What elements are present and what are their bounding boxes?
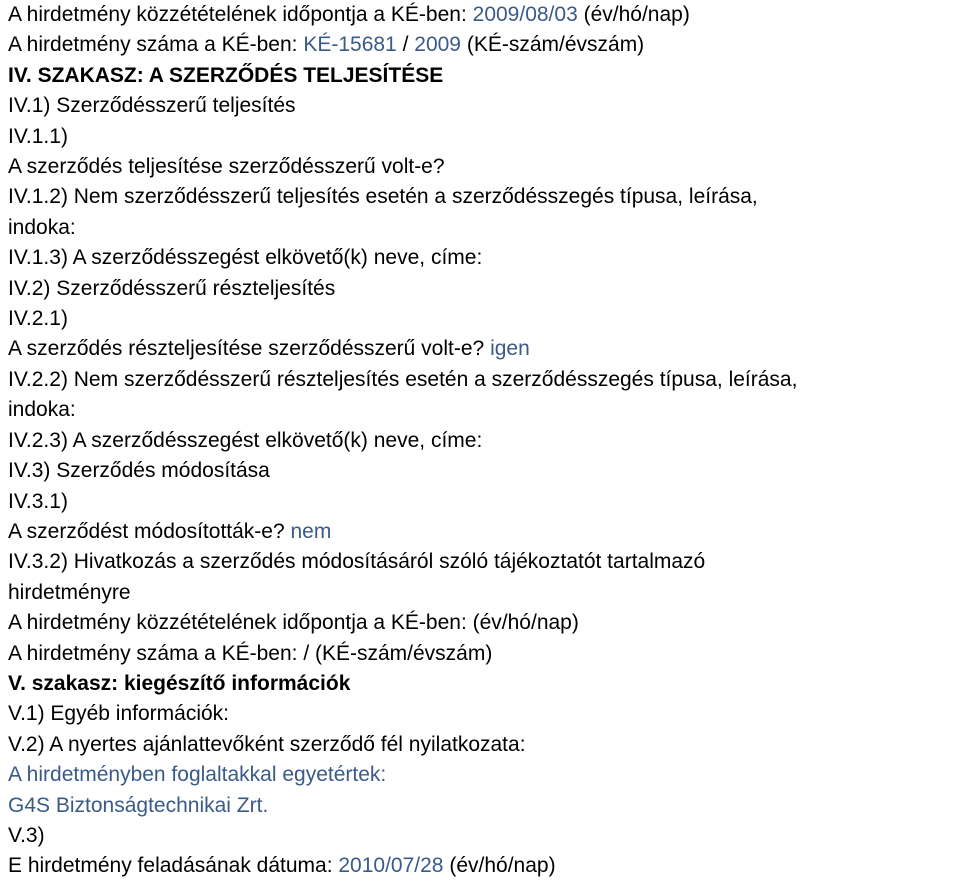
section-4-3-1-answer: nem	[290, 519, 332, 543]
section-4-2-1-answer: igen	[490, 337, 530, 361]
section-4-3-1-heading: IV.3.1)	[8, 489, 68, 513]
notice-number-year: 2009	[414, 33, 461, 57]
notice-number-format: (KÉ-szám/évszám)	[466, 33, 645, 57]
notice-number-separator: /	[402, 33, 409, 57]
section-5-3-heading: V.3)	[8, 823, 45, 847]
section-4-1-2-heading: IV.1.2) Nem szerződésszerű teljesítés esetén a szerződésszegés típusa, leírása,	[8, 185, 758, 209]
notice-number-label: A hirdetmény száma a KÉ-ben:	[8, 33, 298, 57]
publication-date-line	[8, 0, 960, 30]
dispatch-date-format: (év/hó/nap)	[449, 854, 556, 878]
section-4-2-2-heading-cont: indoka:	[8, 398, 76, 422]
notice-number-value: KÉ-15681	[303, 33, 397, 57]
section-4-2-1-question: A szerződés részteljesítése szerződésszerű volt-e?	[8, 337, 485, 361]
section-4-3-2-publication-date: A hirdetmény közzétételének időpontja a KÉ-ben: (év/hó/nap)	[8, 611, 579, 635]
publication-date-format: (év/hó/nap)	[583, 3, 690, 26]
publication-date-value: 2009/08/03	[472, 3, 578, 26]
section-4-3-2-notice-number: A hirdetmény száma a KÉ-ben: / (KÉ-szám/évszám)	[8, 641, 493, 665]
section-5-1-heading: V.1) Egyéb információk:	[8, 702, 230, 726]
section-4-2-3-heading: IV.2.3) A szerződésszegést elkövető(k) neve, címe:	[8, 428, 483, 452]
section-4-title: IV. SZAKASZ: A SZERZŐDÉS TELJESÍTÉSE	[8, 63, 444, 87]
section-5-2-statement: A hirdetményben foglaltakkal egyetértek:	[8, 763, 387, 787]
section-4-3-1-question-line	[8, 517, 960, 547]
section-4-2-2-heading: IV.2.2) Nem szerződésszerű részteljesítés esetén a szerződésszegés típusa, leírása,	[8, 367, 798, 391]
section-4-3-heading: IV.3) Szerződés módosítása	[8, 459, 270, 483]
section-4-2-1-question-line	[8, 334, 960, 364]
dispatch-date-label: E hirdetmény feladásának dátuma:	[8, 854, 333, 878]
section-4-2-heading: IV.2) Szerződésszerű részteljesítés	[8, 276, 336, 300]
dispatch-date-line	[8, 851, 960, 881]
notice-number-line	[8, 30, 960, 60]
dispatch-date-value: 2010/07/28	[338, 854, 444, 878]
section-4-1-heading: IV.1) Szerződésszerű teljesítés	[8, 94, 296, 118]
section-5-2-heading: V.2) A nyertes ajánlattevőként szerződő fél nyilatkozata:	[8, 732, 526, 756]
section-5-2-company: G4S Biztonságtechnikai Zrt.	[8, 793, 269, 817]
section-4-3-2-heading-cont: hirdetményre	[8, 580, 131, 604]
publication-date-label: A hirdetmény közzétételének időpontja a KÉ-ben:	[8, 3, 467, 26]
section-4-1-1-question: A szerződés teljesítése szerződésszerű volt-e?	[8, 155, 445, 179]
section-4-3-1-question: A szerződést módosították-e?	[8, 519, 285, 543]
section-4-1-1-heading: IV.1.1)	[8, 124, 68, 148]
section-4-2-1-heading: IV.2.1)	[8, 307, 68, 331]
section-4-3-2-heading: IV.3.2) Hivatkozás a szerződés módosításáról szóló tájékoztatót tartalmazó	[8, 550, 706, 574]
section-4-1-3-heading: IV.1.3) A szerződésszegést elkövető(k) neve, címe:	[8, 246, 483, 270]
section-4-1-2-heading-cont: indoka:	[8, 215, 76, 239]
section-5-title: V. szakasz: kiegészítő információk	[8, 671, 351, 695]
